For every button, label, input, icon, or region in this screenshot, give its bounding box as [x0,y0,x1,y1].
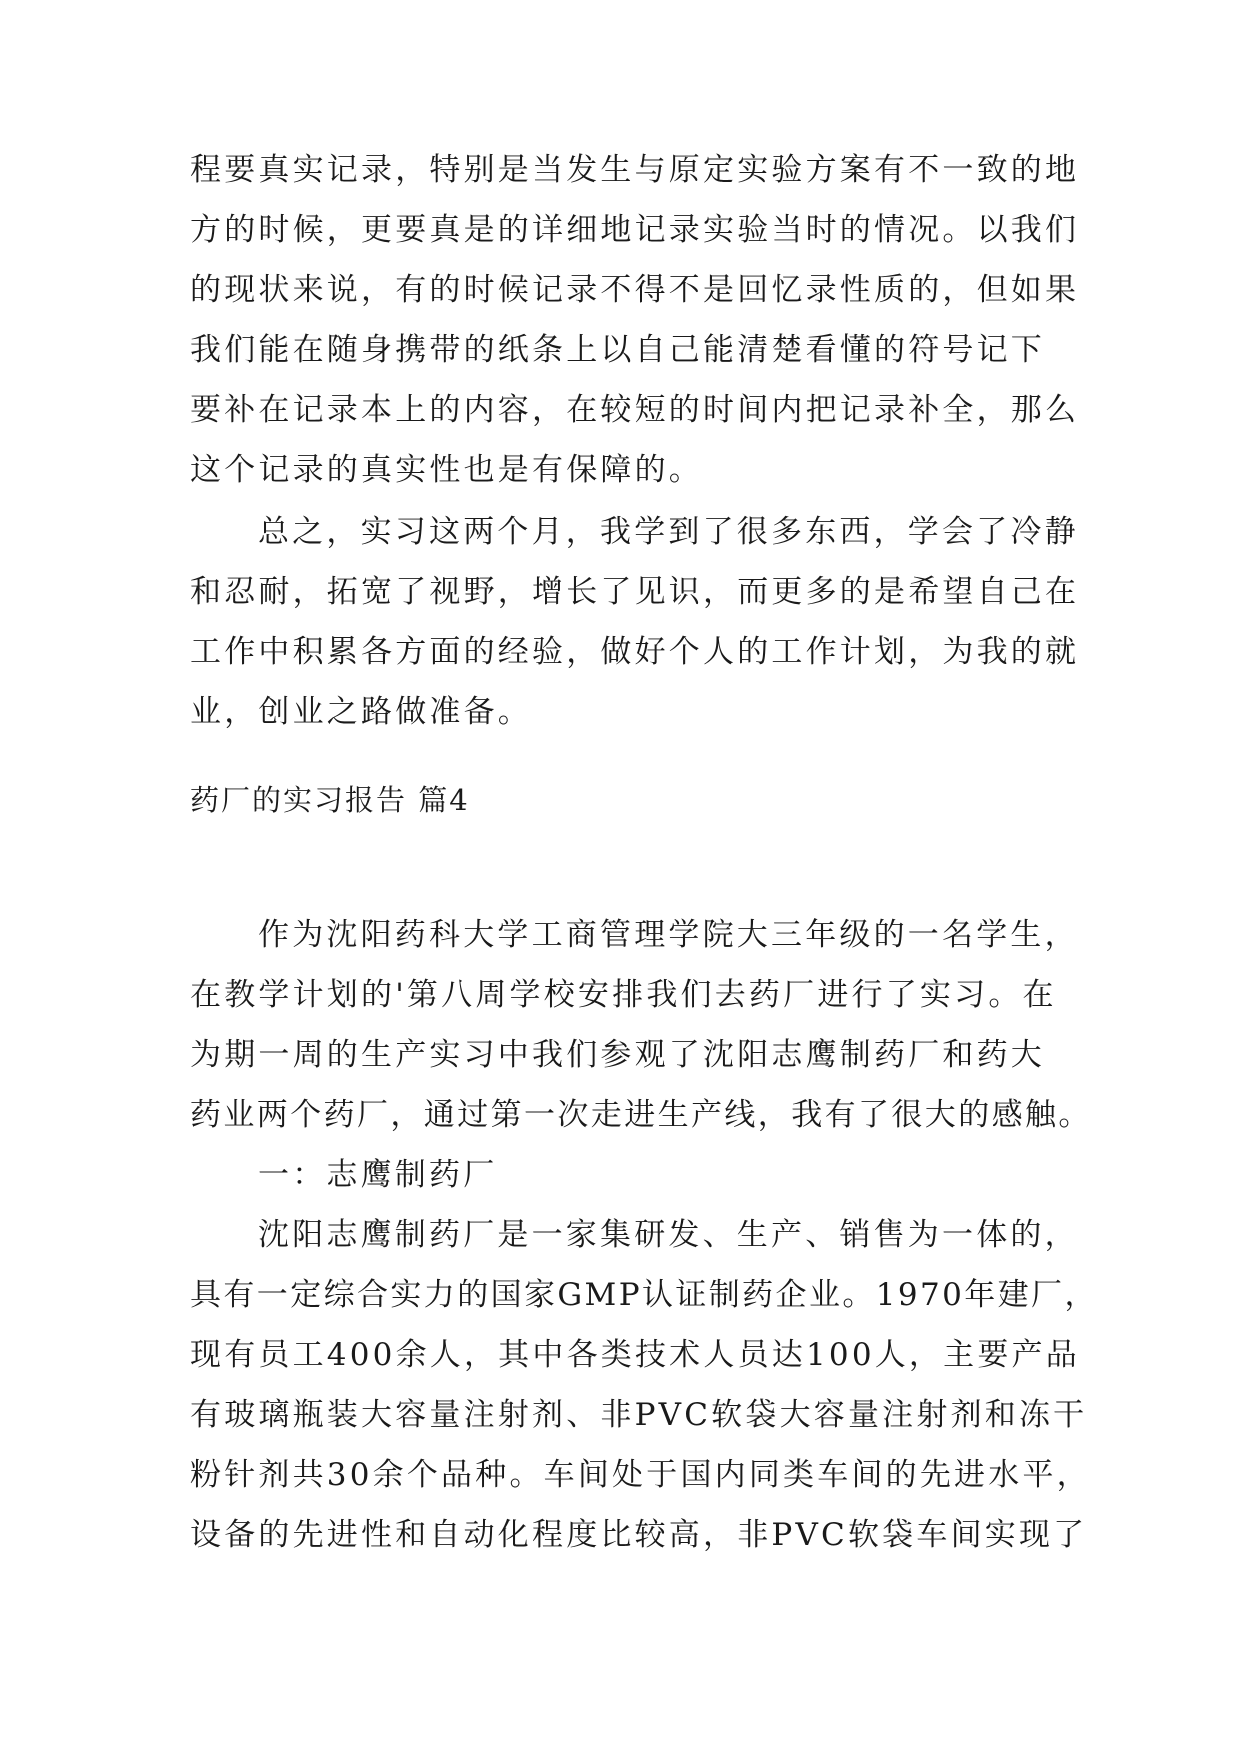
paragraph-line: 总之，实习这两个月，我学到了很多东西，学会了冷静 [258,514,1079,550]
paragraph-line: 和忍耐，拓宽了视野，增长了见识，而更多的是希望自己在 [190,574,1080,610]
paragraph-line: 具有一定综合实力的国家GMP认证制药企业。1970年建厂， [190,1277,1098,1313]
paragraph-line: 方的时候，更要真是的详细地记录实验当时的情况。以我们 [190,212,1080,248]
paragraph-line: 业，创业之路做准备。 [190,694,532,730]
paragraph-line: 的现状来说，有的时候记录不得不是回忆录性质的，但如果 [190,272,1080,308]
paragraph-line: 作为沈阳药科大学工商管理学院大三年级的一名学生， [258,917,1079,953]
section-heading: 药厂的实习报告 篇4 [190,783,470,817]
paragraph-line: 为期一周的生产实习中我们参观了沈阳志鹰制药厂和药大 [190,1037,1045,1073]
paragraph-line: 这个记录的真实性也是有保障的。 [190,452,703,488]
paragraph-line: 工作中积累各方面的经验，做好个人的工作计划，为我的就 [190,634,1080,670]
paragraph-line: 粉针剂共30余个品种。车间处于国内同类车间的先进水平， [190,1457,1091,1493]
paragraph-line: 药业两个药厂，通过第一次走进生产线，我有了很大的感触。 [190,1097,1092,1133]
subsection-title: 一：志鹰制药厂 [258,1157,498,1193]
paragraph-line: 程要真实记录，特别是当发生与原定实验方案有不一致的地 [190,152,1080,188]
paragraph-line: 我们能在随身携带的纸条上以自己能清楚看懂的符号记下 [190,332,1045,368]
paragraph-line: 现有员工400余人，其中各类技术人员达100人，主要产品 [190,1337,1080,1373]
paragraph-line: 有玻璃瓶装大容量注射剂、非PVC软袋大容量注射剂和冻干 [190,1397,1088,1433]
paragraph-line: 要补在记录本上的内容，在较短的时间内把记录补全，那么 [190,392,1080,428]
paragraph-line: 在教学计划的'第八周学校安排我们去药厂进行了实习。在 [190,977,1057,1013]
paragraph-line: 设备的先进性和自动化程度比较高，非PVC软袋车间实现了 [190,1517,1088,1553]
paragraph-line: 沈阳志鹰制药厂是一家集研发、生产、销售为一体的， [258,1217,1079,1253]
